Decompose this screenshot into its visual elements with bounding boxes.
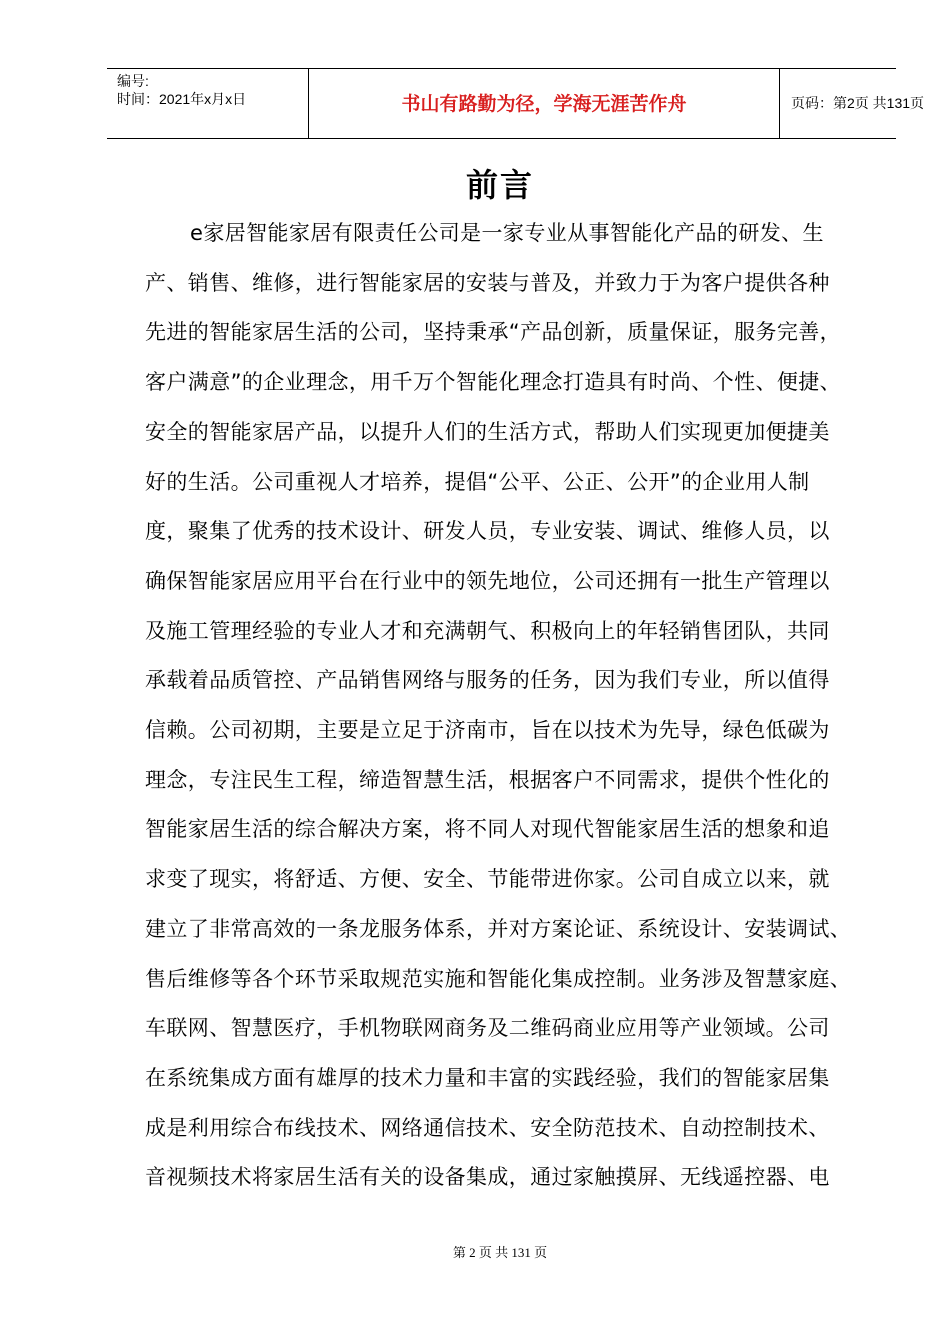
header-meta-cell [107, 69, 308, 138]
time-label: 时间：2021年x月x日 [117, 91, 247, 107]
body-line: 承载着品质管控、产品销售网络与服务的任务，因为我们专业，所以值得 [145, 668, 830, 693]
document-header [107, 68, 925, 139]
body-line: 安全的智能家居产品，以提升人们的生活方式，帮助人们实现更加便捷美 [145, 419, 830, 444]
body-line: 在系统集成方面有雄厚的技术力量和丰富的实践经验，我们的智能家居集 [145, 1065, 830, 1090]
body-line: 及施工管理经验的专业人才和充满朝气、积极向上的年轻销售团队，共同 [145, 618, 830, 643]
header-motto: 书山有路勤为径，学海无涯苦作舟 [401, 93, 687, 115]
header-page-info: 页码：第2页 共131页 [791, 95, 925, 111]
body-line: 好的生活。公司重视人才培养，提倡“公平、公正、公开”的企业用人制 [145, 469, 810, 494]
body-line: 产、销售、维修，进行智能家居的安装与普及，并致力于为客户提供各种 [145, 270, 830, 295]
page-footer: 第 2 页 共 131 页 [452, 1245, 548, 1260]
body-line: 度，聚集了优秀的技术设计、研发人员，专业安装、调试、维修人员，以 [145, 519, 830, 544]
body-line: 理念，专注民生工程，缔造智慧生活，根据客户不同需求，提供个性化的 [145, 767, 830, 792]
header-motto-cell [308, 69, 780, 138]
body-line: 智能家居生活的综合解决方案，将不同人对现代智能家居生活的想象和追 [145, 817, 830, 842]
page-title: 前言 [465, 166, 534, 204]
body-line: 车联网、智慧医疗，手机物联网商务及二维码商业应用等产业领域。公司 [145, 1016, 830, 1041]
body-line: 确保智能家居应用平台在行业中的领先地位，公司还拥有一批生产管理以 [145, 568, 830, 593]
header-page-cell [780, 69, 925, 138]
serial-number-label: 编号: [117, 73, 149, 89]
body-line: 信赖。公司初期，主要是立足于济南市，旨在以技术为先导，绿色低碳为 [145, 718, 830, 742]
body-line: 成是利用综合布线技术、网络通信技术、安全防范技术、自动控制技术、 [145, 1115, 830, 1140]
body-line: 先进的智能家居生活的公司，坚持秉承“产品创新，质量保证，服务完善， [145, 320, 842, 345]
body-line: 音视频技术将家居生活有关的设备集成，通过家触摸屏、无线遥控器、电 [145, 1165, 830, 1190]
body-line: 客户满意”的企业理念，用千万个智能化理念打造具有时尚、个性、便捷、 [145, 370, 842, 395]
body-line: e家居智能家居有限责任公司是一家专业从事智能化产品的研发、生 [190, 221, 824, 245]
body-line: 售后维修等各个环节采取规范实施和智能化集成控制。业务涉及智慧家庭、 [145, 966, 852, 991]
body-line: 建立了非常高效的一条龙服务体系，并对方案论证、系统设计、安装调试、 [145, 916, 852, 941]
body-line: 求变了现实，将舒适、方便、安全、节能带进你家。公司自成立以来，就 [145, 867, 830, 892]
